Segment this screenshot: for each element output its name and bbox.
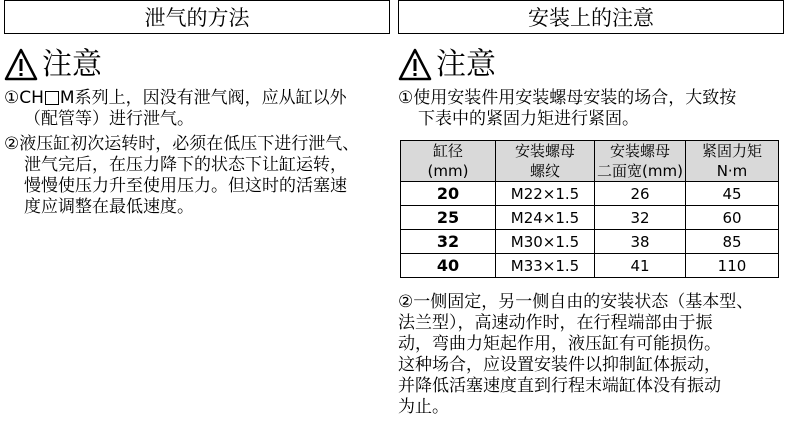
cell-bore: 20 xyxy=(401,182,496,206)
section-title-text: 泄气的方法 xyxy=(144,6,250,30)
header-line: 安装螺母 xyxy=(609,142,670,160)
table-row xyxy=(401,206,779,230)
cell-thread: M22×1.5 xyxy=(496,182,595,206)
note-2-line: 法兰型），高速动作时，在行程端部由于振 xyxy=(398,313,713,333)
caution-heading xyxy=(398,46,784,84)
caution-label: 注意 xyxy=(42,47,102,82)
note-2-line: ②一侧固定，另一侧自由的安装状态（基本型、 xyxy=(398,292,754,312)
cell-width: 38 xyxy=(595,230,686,254)
cell-bore: 25 xyxy=(401,206,496,230)
cell-thread: M24×1.5 xyxy=(496,206,595,230)
header-bore xyxy=(401,141,496,182)
note-2-line: 慢慢使压力升至使用压力。但这时的活塞速 xyxy=(24,176,347,196)
note-1-line: 下表中的紧固力矩进行紧固。 xyxy=(418,109,639,129)
header-line: 螺纹 xyxy=(529,162,560,180)
header-line: (mm) xyxy=(427,162,469,180)
note-1-line: ①使用安装件用安装螺母安装的场合，大致按 xyxy=(398,88,737,108)
note-1-prefix: ①CH xyxy=(4,88,44,108)
cell-bore: 40 xyxy=(401,254,496,278)
note-2-line: ②液压缸初次运转时，必须在低压下进行泄气、 xyxy=(4,134,360,154)
cell-thread: M30×1.5 xyxy=(496,230,595,254)
section-title xyxy=(398,0,784,34)
section-title xyxy=(4,0,390,34)
table-row xyxy=(401,230,779,254)
note-2-line: 为止。 xyxy=(398,397,449,417)
cell-width: 41 xyxy=(595,254,686,278)
venting-note-1 xyxy=(4,88,390,130)
cell-thread: M33×1.5 xyxy=(496,254,595,278)
cell-width: 26 xyxy=(595,182,686,206)
venting-note-2 xyxy=(4,134,390,218)
note-2-line: 度应调整在最低速度。 xyxy=(24,197,194,217)
note-2-line: 并降低活塞速度直到行程末端缸体没有振动 xyxy=(398,376,721,396)
note-2-line: 这种场合，应设置安装件以抑制缸体振动， xyxy=(398,355,721,375)
mounting-note-2 xyxy=(398,292,784,418)
mounting-note-1 xyxy=(398,88,784,130)
venting-section xyxy=(4,0,390,218)
header-width xyxy=(595,141,686,182)
caution-heading xyxy=(4,46,390,84)
cell-torque: 60 xyxy=(686,206,779,230)
caution-label: 注意 xyxy=(436,47,496,82)
header-thread xyxy=(496,141,595,182)
note-2-line: 泄气完后，在压力降下的状态下让缸运转， xyxy=(24,155,347,175)
header-line: 缸径 xyxy=(432,142,463,160)
header-line: 二面宽(mm) xyxy=(597,162,683,180)
cell-torque: 85 xyxy=(686,230,779,254)
header-line: 安装螺母 xyxy=(514,142,575,160)
cell-width: 32 xyxy=(595,206,686,230)
table-header-row xyxy=(401,141,779,182)
header-line: N·m xyxy=(716,162,748,180)
note-1-line-2: （配管等）进行泄气。 xyxy=(24,109,194,129)
note-1-suffix: M系列上，因没有泄气阀，应从缸以外 xyxy=(59,88,347,108)
section-title-text: 安装上的注意 xyxy=(528,6,654,30)
warning-triangle-icon xyxy=(4,48,38,82)
cell-bore: 32 xyxy=(401,230,496,254)
model-placeholder-box xyxy=(45,91,59,105)
header-torque xyxy=(686,141,779,182)
cell-torque: 45 xyxy=(686,182,779,206)
warning-triangle-icon xyxy=(398,48,432,82)
table-row xyxy=(401,254,779,278)
table-row xyxy=(401,182,779,206)
cell-torque: 110 xyxy=(686,254,779,278)
note-2-line: 动，弯曲力矩起作用，液压缸有可能损伤。 xyxy=(398,334,721,354)
header-line: 紧固力矩 xyxy=(701,142,762,160)
mounting-section xyxy=(398,0,784,418)
torque-table xyxy=(400,140,779,278)
